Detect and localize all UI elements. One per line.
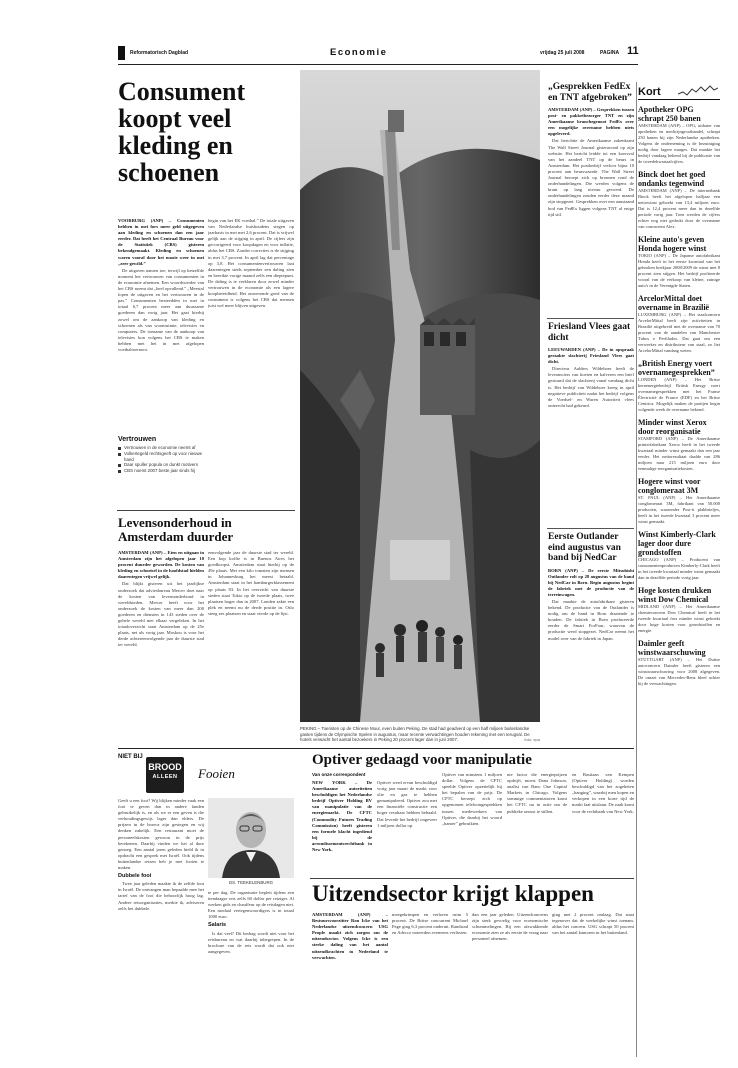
outlander-lead: BORN (ANP) – De eerste Mitsubishi Outlander rolt op 28 augustus van de band bij NedCar in Born. Begin augustus begint de fabriek met de productie van de terreinwagen. xyxy=(548,567,634,597)
photo-caption xyxy=(300,726,540,743)
uitzend-headline: Uitzendsector krijgt klappen xyxy=(312,881,594,906)
levensonder-body-1: Dat blijkt gisteren uit het jaarlijkse onderzoek dat adviesbureau Mercer doet naar de kosten van levensonderhoud in wereldsteden. Mercer heeft voor het onderzoek de kosten van meer dan 200 goederen en diensten in 143 steden over de gehele wereld met elkaar vergeleken. In het totaaloverzicht staat Amsterdam op de 25e plaats, net als vorig jaar. Moskou is voor het derde achtereenvolgende jaar de duurste stad ter wereld. xyxy=(118,581,204,648)
kort-header xyxy=(638,82,720,100)
brood-column-header xyxy=(118,754,298,796)
kort-column xyxy=(638,82,720,1062)
kort-item-text: STAMFORD (ANP) – De Amerikaanse printerfabrikant Xerox heeft in het tweede kwartaal minder winst gemaakt dan een jaar eerder. Het nettoresultaat daalde van 286 miljoen naar 215 miljoen euro door eenmalige reorganisatiekosten. xyxy=(638,436,720,471)
uitzend-col-2 xyxy=(392,912,468,1052)
optiver-col-4 xyxy=(507,772,567,876)
kort-item xyxy=(638,639,720,687)
fedex-text: Dat berichtte de Amerikaanse zakenkrant The Wall Street Journal gisteravond op zijn website. Het bericht leidde tot een koersval van het aandeel TNT op de beurs in Amsterdam. Het postbedrijf verloor bijna 10 procent aan beurswaarde. The Wall Street Journal beroept zich op bronnen rond de onderhandelingen. Die werden volgens de krant op laag niveau gevoerd. De onderhandelingen zouden eerder deze maand zijn stopgezet. Gesprekken over een aanstaand bod van FedEx liggen volgens TNT al enige tijd stil. xyxy=(548,138,634,217)
header-section: Economie xyxy=(330,47,388,58)
consument-headline: Consument koopt veel kleding en schoenen xyxy=(118,77,246,187)
kort-item xyxy=(638,105,720,165)
header-left-marker xyxy=(118,46,125,60)
kort-item xyxy=(638,235,720,289)
optiver-col-1 xyxy=(312,780,372,876)
kort-item xyxy=(638,359,720,413)
consument-lead: VOORBURG (ANP) – Consumenten hebben in mei fors meer geld uitgegeven aan kleding en schoenen dan een jaar eerder. Dat heeft het Centraal Bureau voor de Statistiek (CBS) gisteren bekendgemaakt. Kleding en schoenen waren vooral door het mooie weer in mei „zeer gewild.” xyxy=(118,218,204,266)
column-divider xyxy=(117,510,295,511)
friesland-lead: LEEUWARDEN (ANP) – De in opspraak geraakte slachterij Friesland Vlees gaat dicht. xyxy=(548,347,634,365)
fooien-title: Fooien xyxy=(198,766,235,781)
kort-item-text: LONDEN (ANP) – Het Britse kernenergiebedrijf British Energy voert overnamegesprekken met het Franse Électricité de France (EDF) en het Britse Centrica. Mogelijk maken de partijen begin volgende week de overname bekend. xyxy=(638,377,720,412)
levensonder-body-2: eenvolgende jaar de duurste stad ter wereld. Een kop koffie is in Buenos Aires het goedkoopst. Amsterdam staat hierbij op de 49e plaats. Met een kilo tomaten zijn mensen in Johannesburg het meest betaald. Amsterdam staat in het hamburgerklassement op plaats 83. In het overzicht van duurste steden staat Tokio op de tweede plaats, twee plaatsen hoger dan in 2007. Londen zakte een plek en neemt nu de derde positie in. Oslo steeg zes plaatsen en staat vierde op de lijst. xyxy=(208,550,294,616)
kort-item-head: Minder winst Xerox door reorganisatie xyxy=(638,418,707,436)
uitzend-col-1 xyxy=(312,912,388,1052)
outlander-body xyxy=(548,568,634,718)
author-portrait-illustration xyxy=(208,798,294,878)
kort-item-head: ArcelorMittal doet overname in Brazilië xyxy=(638,294,710,312)
column-divider xyxy=(310,878,634,879)
great-wall-illustration xyxy=(300,70,540,722)
brood-logo xyxy=(146,757,184,793)
kort-item-text: LUXEMBURG (ANP) – Het staalconcern ArcelorMittal heeft zijn activiteiten in Brazilië uitgebreid met de overname van 70 procent van de aandelen van Manchester Tubos e Perfilados. Dat gaat om een verwerker en distributeur van staal, zo liet ArcelorMittal vandaag weten. xyxy=(638,312,720,353)
kort-title: Kort xyxy=(638,86,661,98)
optiver-text-5: en Bastiaan van Kempen (Optiver Holding) worden beschuldigd van het zogeheten „banging”, waarbij men kopen en verkopen in een korte tijd de markt laat uitslaan. De zaak komt voor de rechtbank van New York. xyxy=(572,772,634,814)
consument-column-1 xyxy=(118,218,204,428)
vertrouwen-box xyxy=(118,436,204,474)
kort-item xyxy=(638,418,720,472)
uitzend-col-3 xyxy=(472,912,548,1052)
vertrouwen-item: Volkertegeld rechtsgeeft op voor nieuwe hand xyxy=(118,451,204,463)
fedex-article xyxy=(548,82,634,291)
kort-item-text: MIDLAND (ANP) – Het Amerikaanse chemieconcern Dow Chemical heeft in het tweede kwartaal fors minder winst geboekt door hoge kosten voor grondstoffen en energie. xyxy=(638,604,720,633)
vertrouwen-item: Daar spuller popula on dunkt motivers xyxy=(118,462,204,468)
optiver-kicker: Van onze correspondent xyxy=(312,772,366,777)
optiver-col-3 xyxy=(442,772,502,876)
kort-item xyxy=(638,170,720,230)
kort-item-text: AMSTERDAM (ANP) – De internetbank Binck heeft het afgelopen halfjaar een nettowinst geboekt van 13,4 miljoen euro. Dat is 12,4 procent meer dan in dezelfde periode vorig jaar. Toen werden de cijfers echter nog niet gedrukt door de overname van concurrent Alex. xyxy=(638,188,720,229)
levensonder-column-1 xyxy=(118,550,204,742)
kort-item-head: Kleine auto's geven Honda hogere winst xyxy=(638,235,707,253)
consument-column-2 xyxy=(208,218,294,486)
page-header xyxy=(0,0,738,72)
kort-item-head: Hogere winst voor conglomeraat 3M xyxy=(638,477,701,495)
great-wall-photo xyxy=(300,70,540,722)
kort-item-text: STUTTGART (ANP) – Het Duitse autoconcern Daimler heeft gisteren een winstwaarschuwing voor 2008 afgegeven. De omzet van Mercedes-Benz bleef achter bij de verwachtingen. xyxy=(638,657,720,686)
header-page-label: PAGINA xyxy=(600,50,620,56)
outlander-article xyxy=(548,532,634,718)
friesland-article xyxy=(548,322,634,517)
uitzend-text-3: dan een jaar geleden. Uitzendconcerns zijn sterk gevoelig voor economische schommelingen. Bij een afzwakkende economie zien ze als eerste de vraag naar personeel afnemen. xyxy=(472,912,548,942)
brood-col1: Geeft u een fooi? Wij blijken minder vaak een fooi te geven dan in andere landen gebruikelijk is, en als we er een geven is die verhoudingsgewijs lager dan elders. De prijzen in de horeca zijn gestegen en wij denken zakelijk. Een restaurant moet de personeelskosten gewoon in de prijs berekenen. Daarbij vinden we het al dure genoeg. Een aantal jaren geleden hield ik in opdracht een gesprek met Israël. Ook tijdens buitenlandse reizen heb je met fooien te maken. xyxy=(118,798,204,871)
optiver-col-5 xyxy=(572,772,634,876)
kort-item-head: Winst Kimberly-Clark lager door dure grondstoffen xyxy=(638,530,716,557)
photo-caption-text: PEKING – Toeristen op de Chinese Muur, even buiten Peking. De stad had geadverd op een half miljoen buitenlandse gasten tijdens de Olympische Spelen in augustus, maar recente verwachtingen houden rekening met een terugval. De hotels verwacht het aantal bezoekers in Peking 20 procent lager dan in juni 2007. xyxy=(300,726,530,743)
stock-chart-icon xyxy=(678,84,718,98)
kort-item-head: Daimler geeft winstwaarschuwing xyxy=(638,639,706,657)
brood-label: BROOD xyxy=(148,762,182,772)
optiver-lead: NEW YORK – De Amerikaanse autoriteiten beschuldigen het Nederlandse bedrijf Optiver Holding BV van manipulatie van de energiemarkt. De CFTC (Commodity Futures Trading Commission) heeft gisteren een formele klacht ingediend bij de arrondissementsrechtbank in New York. xyxy=(312,780,372,853)
brood-text-2 xyxy=(208,890,294,1048)
vertrouwen-title: Vertrouwen xyxy=(118,436,157,443)
vertrouwen-item: CBS noemt 2007 beste jaar sinds hij xyxy=(118,468,204,474)
brood-text-1 xyxy=(118,798,204,1048)
kort-item-text: CHICAGO (ANP) – Producent van consumentenproducten Kimberly-Clark heeft in het tweede kwartaal minder winst gemaakt dan in dezelfde periode vorig jaar. xyxy=(638,557,720,580)
column-divider xyxy=(547,318,634,319)
kort-item xyxy=(638,477,720,525)
friesland-headline: Friesland Vlees gaat dicht xyxy=(548,322,631,343)
kort-item xyxy=(638,586,720,634)
alleen-label: ALLEEN xyxy=(152,774,178,780)
author-portrait xyxy=(208,798,294,878)
uitzend-col-4 xyxy=(552,912,634,1052)
photo-credit: foto: epa xyxy=(524,737,540,743)
consument-body-1: De uitgaven namen toe, terwijl op hetzelfde moment het vertrouwen van consumenten in de economie afnemen. Een woordvoerder van het CBS noemt dat „heel opvallend.” „Meestal lopen de uitgaven en het vertrouwen in de pas.” Consumenten besteedden in mei in totaal 6,7 procent meer aan duurzame goederen dan vorig jaar. Het gaat hierbij zowel om de aankoop van kleding en schoenen als van woonruimte, televisies en computers. De toename van de aankoop van televisies kon volgens het CBS te maken hebben met het in mei afgelopen voetbaltoernooi. xyxy=(118,267,204,352)
kort-item-head: Hoge kosten drukken winst Dow Chemical xyxy=(638,586,712,604)
friesland-text: Directeur Aalders Wildeboer heeft de leveranciers van koeien en kalveren een brief gestuurd dat de slachterij vanaf vandaag dicht is. Het bedrijf van Wildeboer kreeg in april negatieve publiciteit nadat het bedrijf volgens de Voedsel- en Waren Autoriteit vlees onterecht had gekeurd. xyxy=(548,366,634,408)
brood-col2c: Is dat veel? Dit bedrag wordt niet voor het reisbureau en wat daarbij inbegrepen. In de brochure van de reis wordt dat ook niet aangegeven. xyxy=(208,930,294,954)
kort-item-head: „British Energy voert overnamegesprekken” xyxy=(638,359,715,377)
vertrouwen-item: Vertrouwen in de economie neemt af xyxy=(118,445,204,451)
uitzend-lead: AMSTERDAM (ANP) – Bestuursvoorzitter Ron Icke van het Nederlandse uitzendconcern USG People maakt zich zorgen om de uitzendsector. Volgens Icke is een sterke daling van het aantal uitzendkrachten in Nederland te verwachten. xyxy=(312,912,388,960)
niet-bij-label: NIET BIJ xyxy=(118,754,143,760)
levensonder-lead: AMSTERDAM (ANP) – Eten en uitgaan in Amsterdam zijn het afgelopen jaar 10 procent duurder geworden. De kosten van kleding en schoeisel in de hoofdstad hielden daarentegen vrijwel gelijk. xyxy=(118,550,204,580)
levensonder-column-2 xyxy=(208,550,294,742)
fedex-body xyxy=(548,107,634,291)
optiver-text-3: Optiver van minstens 1 miljoen dollar. Volgens de CFTC speelde Optiver opzettelijk bij het bepalen van de prijs. De CFTC beroept zich op opgenomen telefoongesprekken tussen medewerkers van Optiver, die daarbij het woord „hamer” gebruikten. xyxy=(442,772,502,826)
kort-item-text: AMSTERDAM (ANP) – OPG, uitbater van apotheken en medicijngroothandel, schrapt 250 banen bij zijn Nederlandse apotheken. Volgens de onderneming is de bezuiniging nodig door lagere marges. Dat maakte het bedrijf vandaag bekend bij de publicatie van de tweedekwartaalcijfers. xyxy=(638,123,720,164)
outlander-text: Dat maakte de autofabrikant gisteren bekend. De productie van de Outlander is nodig om de band in Born draaiende te houden. De fabriek in Born produceerde eerder de Smart ForFour, waarvan de productie werd stopgezet. NedCar neemt het model over van de fabriek in Japan. xyxy=(548,598,634,641)
optiver-text-4: nie factor die energieprijzen opdrijft, moest Dana Johnson, analist van Banc One Capital Markets in Chicago. Volgens sommige commentatoren komt het CFTC nu in actie om de publieke onrust te stillen. xyxy=(507,772,567,814)
optiver-text-2: Optiver werd ervan beschuldigd vorig jaar maart de markt voor olie en gas te hebben gemanipuleerd. Optiver zou met een financiële constructie een hoger resultaat hebben behaald. Dat leverde het bedrijf ongeveer 1 miljoen dollar op. xyxy=(377,780,437,828)
outlander-headline: Eerste Outlander eind augustus van band bij NedCar xyxy=(548,532,621,563)
author-name: DS. TEEKELENBURG xyxy=(228,880,274,885)
kort-item xyxy=(638,294,720,354)
kort-item-head: Binck doet het goed ondanks tegenwind xyxy=(638,170,706,188)
brood-col1b: Twee jaar geleden maakte ik de zelfde fout in Israël. De ontvangen man bepaalde mee het tarief van de fooi die behoorlijk hoog lag. Andere reisorganisaties, merkte ik, adviseren zelfs het dubbele. xyxy=(118,881,204,911)
header-rule xyxy=(118,64,638,65)
levensonder-headline: Levensonderhoud in Amsterdam duurder xyxy=(118,515,234,544)
kort-item xyxy=(638,530,720,581)
optiver-headline: Optiver gedaagd voor manipulatie xyxy=(312,752,532,768)
optiver-col-2 xyxy=(377,780,437,876)
header-date: vrijdag 25 juli 2008 xyxy=(540,50,585,56)
dubbele-fooi-subhead: Dubbele fooi xyxy=(118,873,152,880)
header-page-number: 11 xyxy=(627,45,639,57)
header-paper-name: Reformatorisch Dagblad xyxy=(130,50,189,56)
salaris-subhead: Salaris xyxy=(208,922,227,929)
column-divider xyxy=(547,528,634,529)
kort-item-text: ST. PAUL (ANP) – Het Amerikaanse conglomeraat 3M, fabrikant van 50.000 producten, waaronder Post-it plakbriefjes, heeft in het tweede kwartaal 3 procent meer winst gemaakt. xyxy=(638,495,720,524)
fedex-headline: „Gesprekken FedEx en TNT afgebroken” xyxy=(548,82,632,103)
brood-col2b: te per dag. De organisatie bepleit tijdens een tiendaagse reis zelfs 60 dollar per reiziger. Al werken gids en chauffeur op de reisdagen niet. Een modaal vertegenwoordigers is in totaal 1000 euro. xyxy=(208,890,294,920)
friesland-body xyxy=(548,347,634,517)
uitzend-text-2: meegekrimpen en verloren ruim 5 procent. De Britse concurrent Michael Page ging 6,3 procent onderuit. Randstad en Adecco noteerden eveneens verliezen. xyxy=(392,912,468,936)
kort-item-text: TOKIO (ANP) – De Japanse autofabrikant Honda heeft in het eerste kwartaal van het gebroken boekjaar 2008/2009 de winst met 8 procent zien stijgen. Het bedrijf profiteerde vooral van de verkoop van kleine, zuinige auto's in de Verenigde Staten. xyxy=(638,253,720,288)
kort-item-head: Apotheker OPG schrapt 250 banen xyxy=(638,105,701,123)
consument-body-2: begin van het EK voetbal.” De totale uitgaven van Nederlandse huishoudens stegen op jaarbasis in mei met 2,6 procent. Dat is vrijwel gelijk aan de stijging in april. De cijfers zijn gecorrigeerd voor koopdagen en voor inflatie, aldus het CBS. Zonder correcties is de stijging in mei 3,7 procent. In april lag dat percentage op 3,8. Het consumentenvertrouwen laat daarentegen sinds september een daling zien en bereikte vorige maand zelfs een dieptepunt. De daling is te verklaren door zowel minder vertrouwen in de economie als een lagere koopbereidheid. Het onroerende goed van de consument is volgens het CBS dat mensen juist wel meer blijven uitgeven. xyxy=(208,218,294,309)
fedex-lead: AMSTERDAM (ANP) – Gesprekken tussen post- en pakketbezorger TNT en zijn Amerikaanse branchegenoot FedEx over een mogelijke overname hebben niets opgeleverd. xyxy=(548,107,634,137)
uitzend-text-4: ging met 2 procent omlaag. Dat staat tegenover dat de werkelijke winst toenam, aldus het concern. USG schrapt 50 procent van het aantal kantoren in het buitenland. xyxy=(552,912,634,936)
column-divider xyxy=(636,82,637,1057)
section-rule xyxy=(118,748,634,749)
